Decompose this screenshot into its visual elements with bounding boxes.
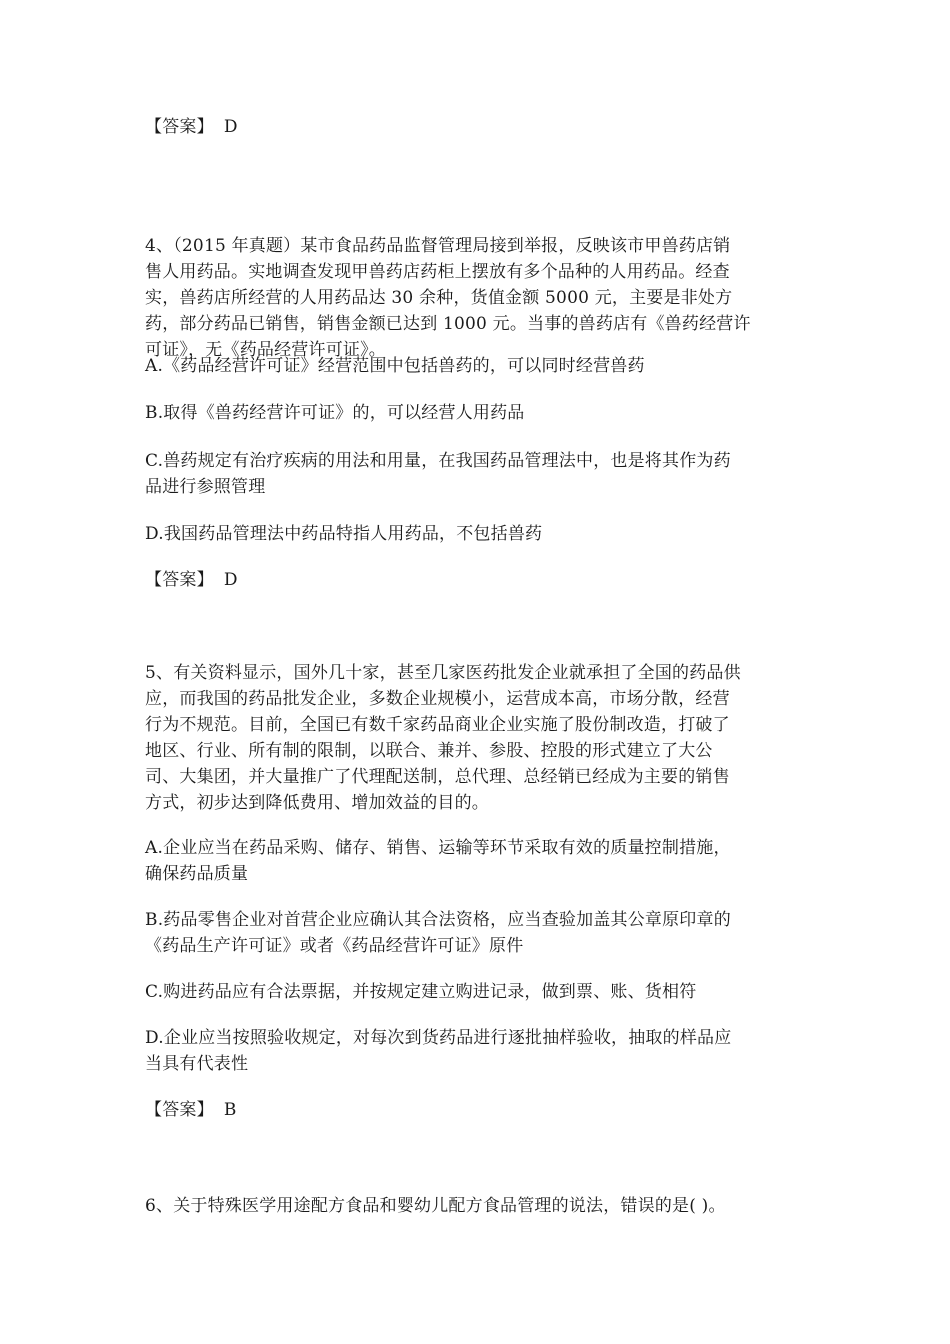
question-4-text: 实，兽药店所经营的人用药品达 30 余种，货值金额 5000 元，主要是非处方 [145,288,733,308]
question-4-option-c: 品进行参照管理 [145,477,266,497]
answer-value: D [223,117,238,137]
answer-label: 【答案】 [145,1100,214,1120]
question-5-option-a: A.企业应当在药品采购、储存、销售、运输等环节采取有效的质量控制措施， [145,838,731,858]
question-4-text: 可证》，无《药品经营许可证》。 [145,340,386,360]
question-5-text: 地区、行业、所有制的限制，以联合、兼并、参股、控股的形式建立了大公 [145,741,713,761]
answer-line-q4 [145,567,815,593]
question-5-option-b: B.药品零售企业对首营企业应确认其合法资格，应当查验加盖其公章原印章的 [145,910,731,930]
question-4-text: 4、（2015 年真题）某市食品药品监督管理局接到举报，反映该市甲兽药店销 [145,236,731,256]
question-5-option-a: 确保药品质量 [145,864,249,884]
question-5-option-d: 当具有代表性 [145,1054,249,1074]
question-5-option-b: 《药品生产许可证》或者《药品经营许可证》原件 [145,936,524,956]
question-6-text: 6、关于特殊医学用途配方食品和婴幼儿配方食品管理的说法，错误的是( )。 [145,1196,726,1216]
question-5-text: 行为不规范。目前，全国已有数千家药品商业企业实施了股份制改造，打破了 [145,715,730,735]
question-4-option-c: C.兽药规定有治疗疾病的用法和用量，在我国药品管理法中，也是将其作为药 [145,451,731,471]
question-5-option-d: D.企业应当按照验收规定，对每次到货药品进行逐批抽样验收，抽取的样品应 [145,1028,732,1048]
question-4-text: 售人用药品。实地调查发现甲兽药店药柜上摆放有多个品种的人用药品。经查 [145,262,730,282]
question-5-option-c: C.购进药品应有合法票据，并按规定建立购进记录，做到票、账、货相符 [145,982,697,1002]
answer-value: D [223,570,238,590]
question-4-option-d: D.我国药品管理法中药品特指人用药品，不包括兽药 [145,524,543,544]
question-4-text: 药，部分药品已销售，销售金额已达到 1000 元。当事的兽药店有《兽药经营许 [145,314,751,334]
answer-value: B [223,1100,237,1120]
question-5-text: 5、有关资料显示，国外几十家，甚至几家医药批发企业就承担了全国的药品供 [145,663,741,683]
answer-label: 【答案】 [145,117,214,137]
question-5-text: 应，而我国的药品批发企业，多数企业规模小，运营成本高，市场分散，经营 [145,689,730,709]
question-4-option-a: A.《药品经营许可证》经营范围中包括兽药的，可以同时经营兽药 [145,356,645,376]
answer-line-q5 [145,1097,815,1123]
question-5-text: 方式，初步达到降低费用、增加效益的目的。 [145,793,489,813]
question-4-option-b: B.取得《兽药经营许可证》的，可以经营人用药品 [145,403,525,423]
answer-label: 【答案】 [145,570,214,590]
question-5-text: 司、大集团，并大量推广了代理配送制，总代理、总经销已经成为主要的销售 [145,767,730,787]
answer-line-q3 [145,114,815,140]
